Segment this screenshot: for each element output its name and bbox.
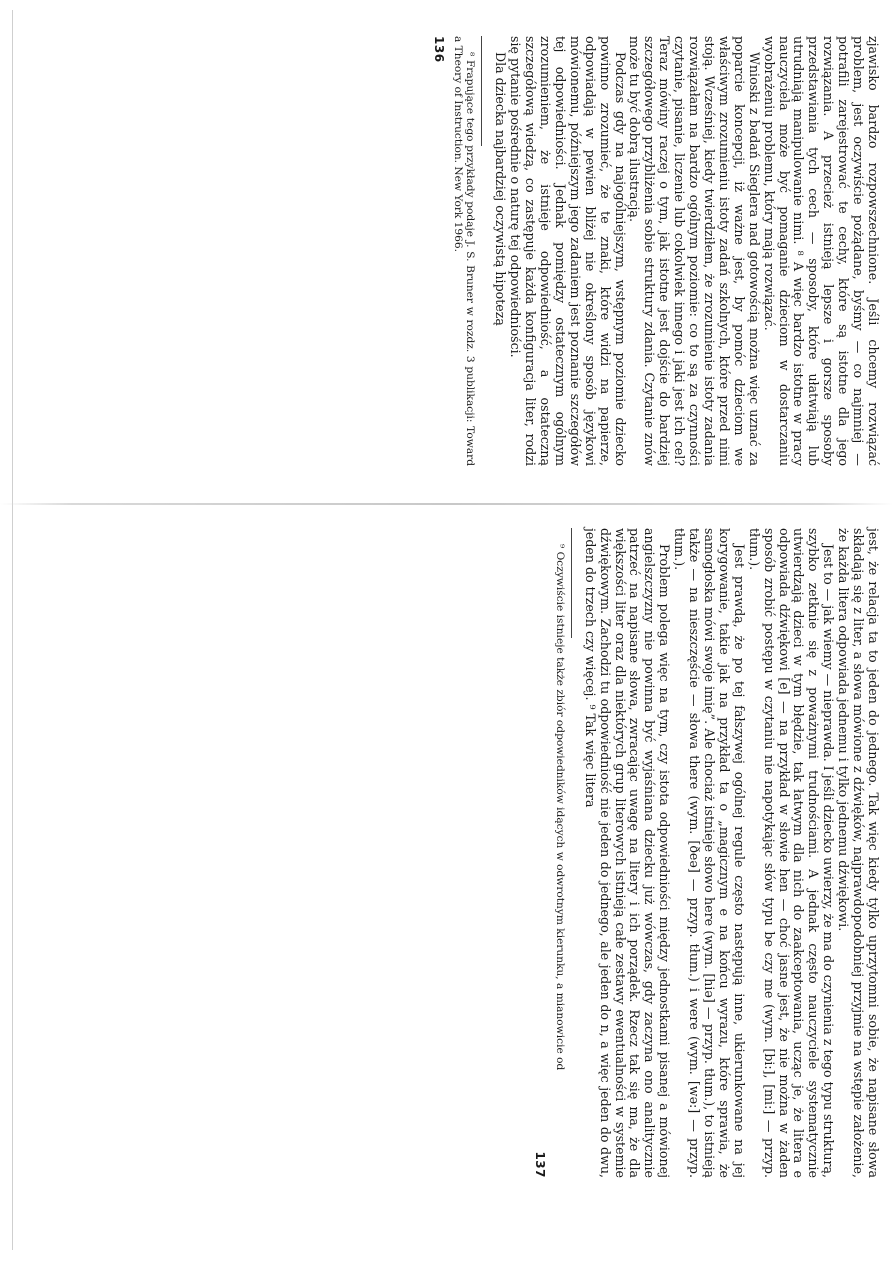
page-136-paragraph-2: Wnioski z badań Sieglera nad gotowością można więc uznać za poparcie koncepcji, iż ważne jest, by pomóc dzieciom we właściwym zrozumieniu istoty zadań szkolnych, które przed nimi stoją. Wcześniej, kiedy twierdziłem, że zrozumienie istoty zadania rozwiązałam na bardzo ogólnym poziomie: co to są za czynności czytanie, pisanie, liczenie lub cokolwiek innego i jaki jest ich cel? Teraz mówiny raczej o tym, jak istotne jest dojście do bardziej szczegółowego przybliżenia sobie struktury zdania. Czytanie znów może tu być dobrą ilustracją. (627, 36, 762, 466)
page-137-paragraph-4: Problem polega więc na tym, czy istota odpowiedniości między jednostkami pisanej a mówionej angielszczyzny nie powinna być wyjaśniana dziecku już wówczas, gdy zaczyna ono analitycznie patrzeć na napisane słowa, zwracając uwagę na litery i ich porządek. Rzecz tak się ma, że dla większości liter oraz dla niektórych grup literowych istnieją całe zestawy ewentualności w systemie dźwiękowym. Zachodzi tu odpowiedniość nie jeden do jednego, ale jeden do n, a więc jeden do dwu, jeden do trzech czy więcej. ⁹ Tak więc litera (582, 528, 673, 1178)
page-136 (50, 36, 880, 466)
page-137-paragraph-1: jest, że relacja ta to jeden do jednego. Tak więc kiedy tylko uprzytomni sobie, że napisane słowa składają się z liter, a słowa mówione z dźwięków, najprawdopodobniej przyjmie na wstępie założenie, że każda litera odpowiada jednemu i tylko jednemu dźwiękowi. (836, 528, 881, 1178)
page-136-paragraph-1: zjawisko bardzo rozpowszechnione. Jeśli chcemy rozwiązać problem, jest oczywiście pożądane, byśmy — co najmniej — potrafili zarejestrować te cechy, które są istotne dla jego rozwiązania. A przecież istnieją lepsze i gorsze sposoby przedstawiania tych cech — sposoby, które ułatwiają lub utrudniają manipulowanie nimi. ⁸ A więc bardzo istotne w pracy nauczyciela może być pomaganie dzieciom w dostarczaniu wyobrażeniu problemu, który mają rozwiązać. (761, 36, 881, 466)
page-136-paragraph-3: Podczas gdy na najogólniejszym, wstępnym poziomie dziecko powinno zrozumieć, że te znaki, które widzi na papierze, odpowiadają w pewien bliżej nie określony sposób językowi mówionemu, późniejszym jego zadaniem jest poznanie szczegółów tej odpowiedniości. Jednak pomiędzy ostatecznym ogólnym zrozumieniem, że istnieje odpowiedniość, a ostateczną szczegółową wiedzą, co zastępuje każda konfiguracja liter, rodzi się pytanie pośrednie o naturę tej odpowiedniości. (508, 36, 628, 466)
page-137-footnote-separator (571, 528, 572, 638)
page-136-footnote-8: ⁸ Frapujące tego przykłady podaje J. S. Bruner w rozdz. 3 publikacji: Toward a Theory of Instruction. New York 1966. (452, 36, 477, 466)
page-136-footnote-separator (481, 36, 482, 146)
page-137 (50, 528, 880, 1178)
page-136-paragraph-4: Dla dziecka najbardziej oczywistą hipotezą (493, 52, 509, 326)
page-137-number: 137 (533, 1151, 548, 1178)
page-137-paragraph-3: Jest prawdą, że po tej fałszywej ogólnej regule często następują inne, ukierunkowane na jej korygowanie, takie jak na przykład ta o „magicznym e na końcu wyrazu, które sprawia, że samogłoska mówi swoje imię”. Ale chociaż istnieje słowo here (wym. [hiə] — przyp. tłum.), to istnieją także — na nieszczęście — słowa there (wym. [ðeə] — przyp. tłum.) i were (wym. [wə:] — przyp. tłum.). (672, 528, 747, 1178)
page-137-footnote-9: ⁹ Oczywiście istnieje także zbiór odpowiedników idących w odwrotnym kierunku, a mianowicie od (553, 544, 566, 1071)
page-137-paragraph-2: Jest to — jak wiemy — nieprawda. I jeśli dziecko uwierzy, że ma do czynienia z tego typu strukturą, szybko zetknie się z poważnymi trudnościami. A jednak często nauczyciele systematycznie utwierdzają dzieci w tym błędzie, tak łatwym dla nich do zaakceptowania, ucząc je, że litera e odpowiada dźwiękowi [e] — na przykład w słowie hen — choć jasne jest, że nie można w żaden sposób zrobić postępu w czytaniu nie napotykając słów typu be czy me (wym. [bi:], [mi:] — przyp. tłum.). (746, 528, 837, 1178)
page-137-body (582, 528, 880, 1178)
page-136-body (492, 36, 880, 466)
page-136-number: 136 (431, 36, 446, 63)
scan-edge-line (12, 10, 13, 1250)
page-fold-line (0, 503, 893, 505)
